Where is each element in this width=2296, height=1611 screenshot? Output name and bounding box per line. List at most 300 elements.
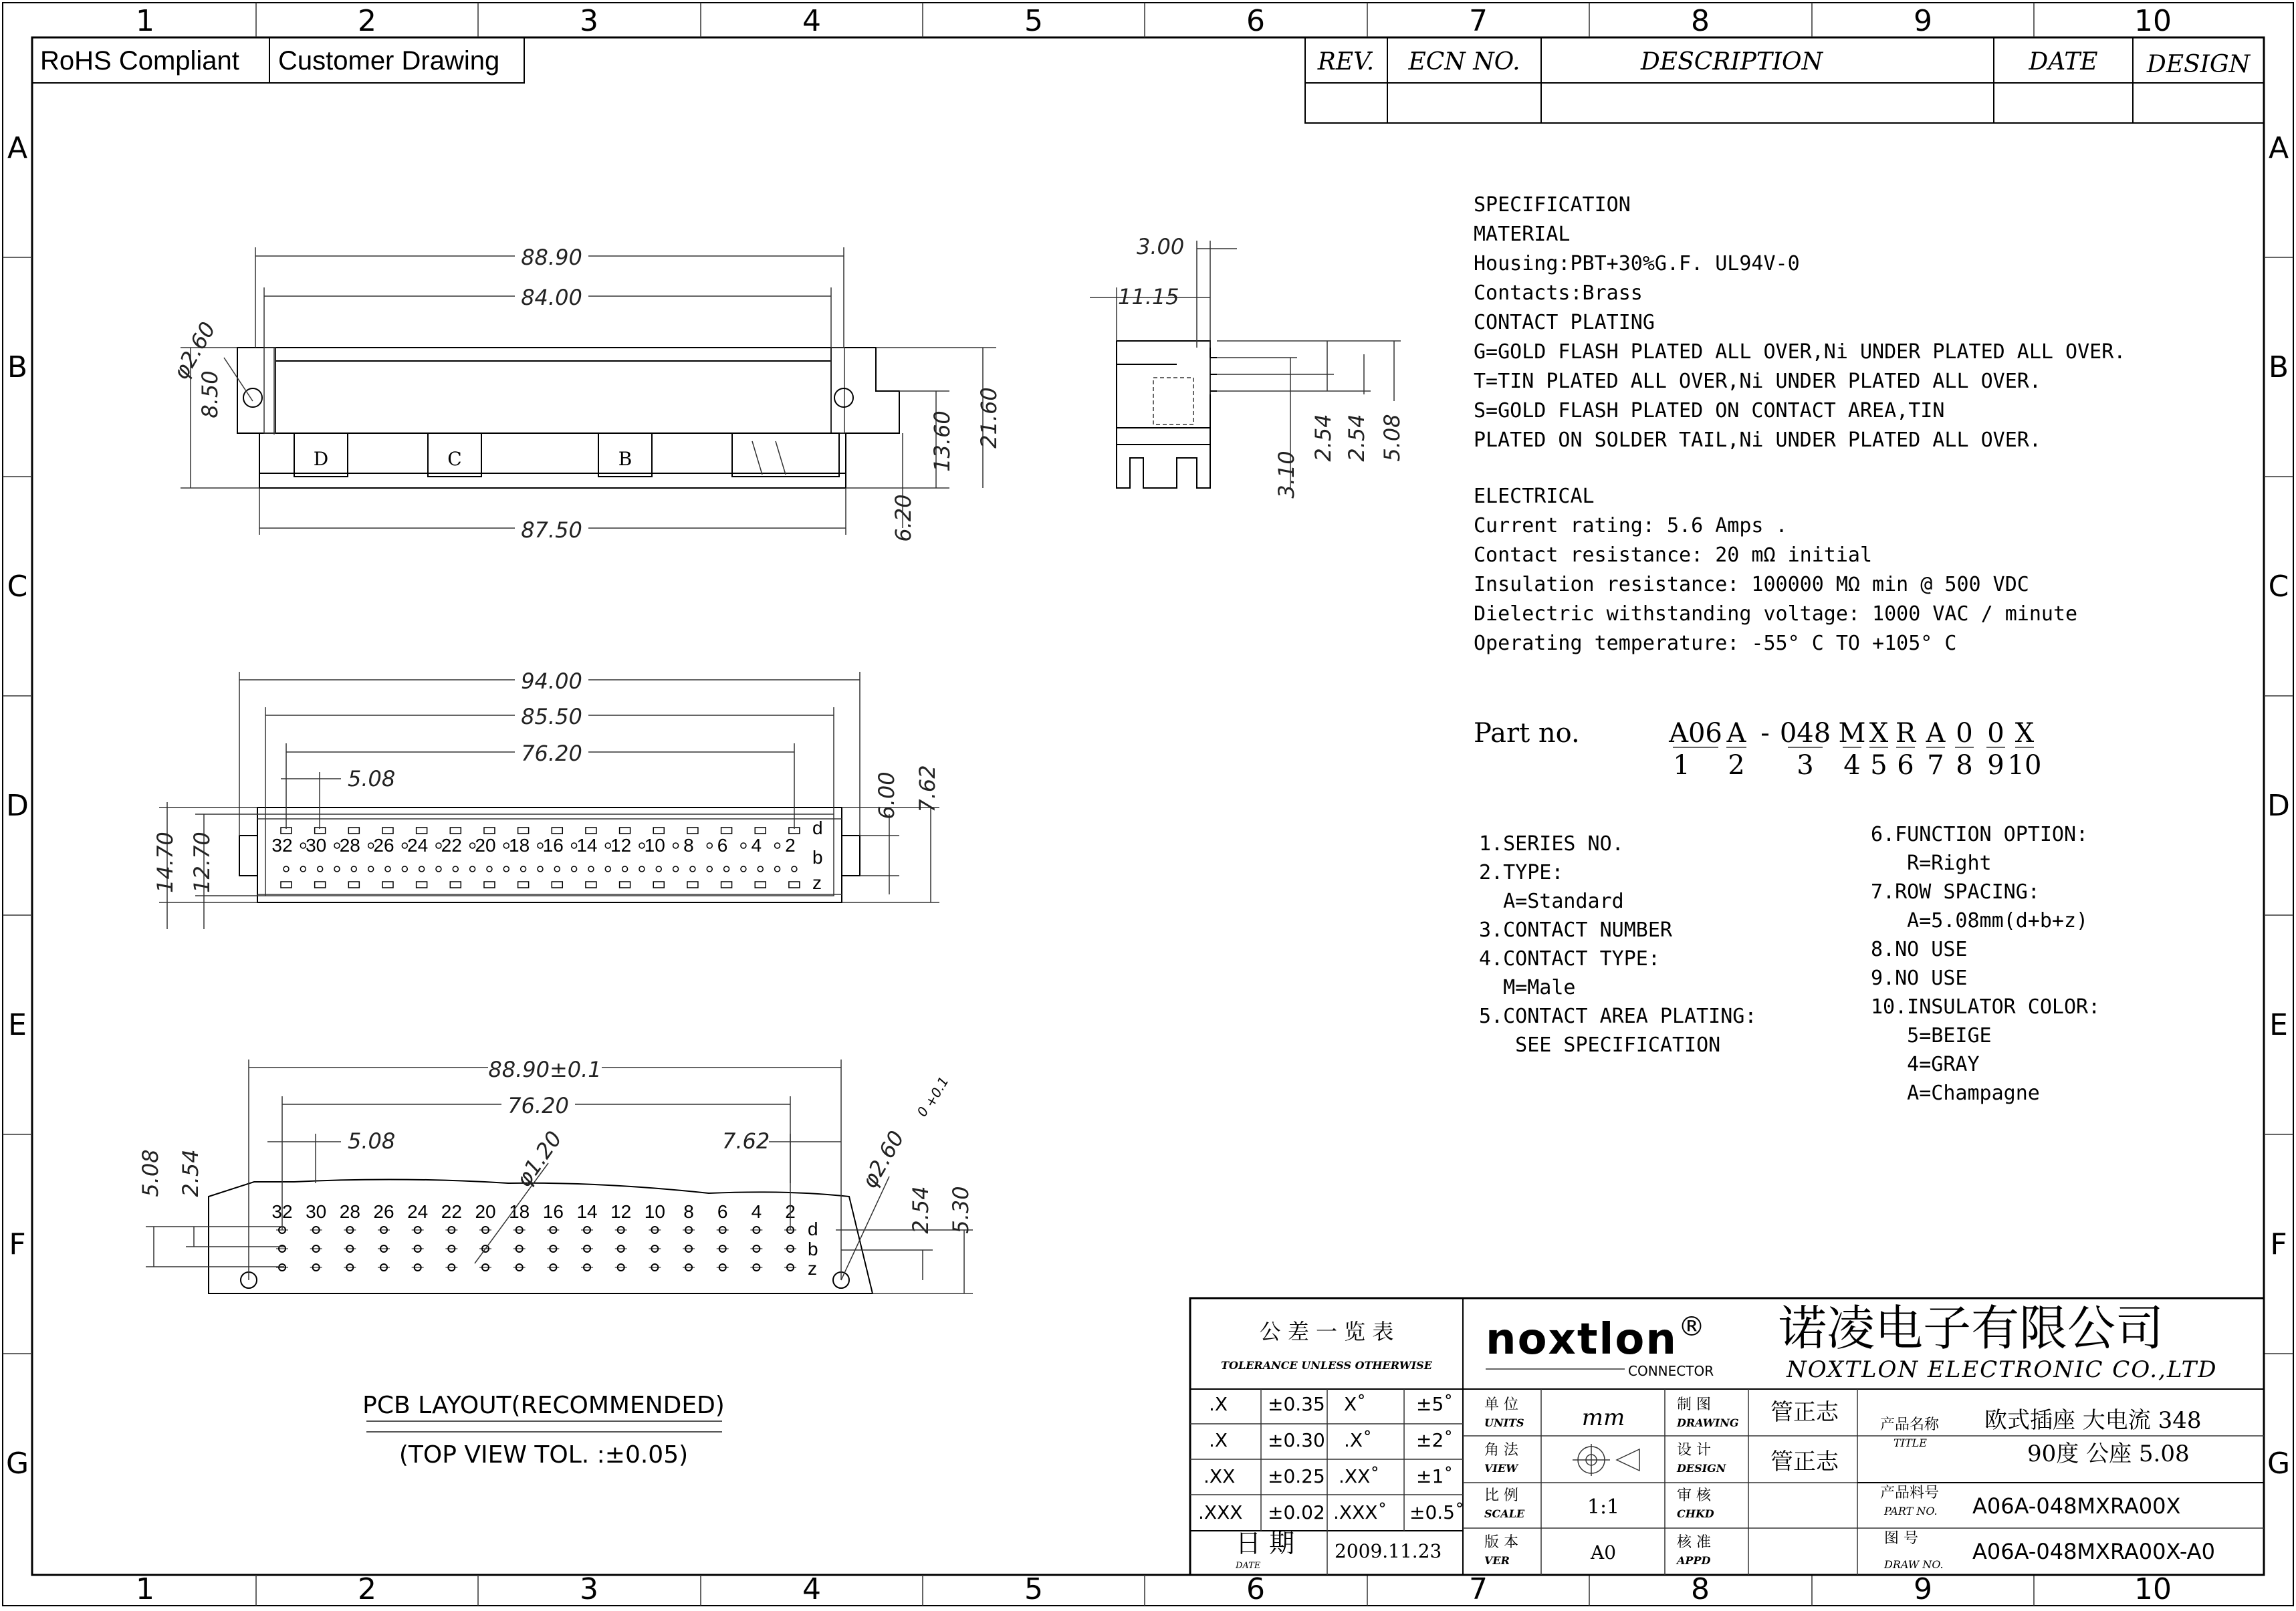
draw-no-value: A06A-048MXRA00X-A0 [1972, 1539, 2215, 1564]
pin-mid-dot [351, 866, 356, 872]
cavity-label-d: D [313, 448, 329, 470]
rev-col-header: REV. [1317, 48, 1375, 76]
grid-row-label: G [2267, 1447, 2291, 1481]
grid-col-label: 3 [580, 4, 598, 38]
drawn-by: 管正志 [1770, 1399, 1839, 1426]
pin-mid-dot [758, 866, 763, 872]
date-label-en: DATE [1236, 1561, 1261, 1571]
dim-side-254b: 2.54 [1344, 414, 1369, 462]
spec-line: PLATED ON SOLDER TAIL,Ni UNDER PLATED ALL OVER. [1474, 428, 2041, 452]
pcb-pin-number: 30 [306, 1201, 327, 1222]
chkd-label-cn: 审 核 [1677, 1487, 1711, 1504]
pin-mid-dot [741, 866, 746, 872]
part-no-value: A06A-048MXRA00X [1972, 1493, 2181, 1519]
top-pin-number: 20 [475, 835, 496, 856]
dim-top-8550: 85.50 [521, 704, 582, 729]
dim-front-62: 6.20 [891, 494, 916, 542]
designed-by: 管正志 [1770, 1449, 1839, 1475]
pin-d-pad [484, 828, 495, 834]
pcb-pin-number: 2 [785, 1201, 796, 1222]
part-seg: M [1838, 718, 1866, 749]
dim-front-inner: 84.00 [521, 285, 582, 310]
scale-label-en: SCALE [1484, 1507, 1525, 1520]
grid-row-label: C [7, 570, 28, 604]
pin-z-pad [382, 882, 393, 888]
pin-mid-dot [538, 866, 543, 872]
partno-label-cn: 产品料号 [1880, 1485, 1940, 1501]
top-pin-number: 8 [683, 835, 694, 856]
pin-mid-dot [470, 866, 475, 872]
option-line: 2.TYPE: [1479, 861, 1564, 884]
grid-col-label: 4 [802, 1572, 821, 1606]
option-line: A=Champagne [1871, 1082, 2040, 1105]
pcb-tolerance-note: (TOP VIEW TOL. :±0.05) [398, 1441, 689, 1469]
tol-angle: .XX˚ [1339, 1465, 1380, 1487]
registered-mark: ® [1678, 1312, 1705, 1342]
option-line: 8.NO USE [1871, 938, 1968, 961]
version-value: A0 [1590, 1541, 1617, 1564]
pcb-pin-number: 16 [542, 1201, 564, 1222]
option-line: 7.ROW SPACING: [1871, 880, 2040, 904]
dim-top-508: 5.08 [348, 766, 396, 791]
option-line: M=Male [1479, 976, 1576, 999]
appd-label-cn: 核 准 [1677, 1534, 1711, 1551]
dim-pcb-7620: 76.20 [507, 1093, 569, 1118]
side-view [1090, 234, 1405, 499]
part-seg: A [1726, 718, 1746, 749]
grid-row-label: C [2268, 570, 2289, 604]
drawno-label-cn: 图 号 [1884, 1530, 1918, 1547]
drawing-type-label: Customer Drawing [278, 46, 500, 76]
part-seg: 0 [1987, 718, 2004, 749]
pcb-layout-view [138, 1054, 973, 1469]
dim-top-600: 6.00 [874, 771, 899, 820]
part-index: 7 [1927, 750, 1944, 781]
part-index: 1 [1673, 750, 1690, 781]
pcb-pin-numbers [271, 1201, 795, 1222]
pin-mid-dot [521, 866, 526, 872]
options-left [1479, 832, 1756, 1057]
tol-place: .XXX [1198, 1501, 1243, 1523]
pin-d-pad [518, 828, 529, 834]
pin-mid-dot [792, 866, 797, 872]
pin-mid-dot [368, 866, 374, 872]
pcb-pin-number: 24 [407, 1201, 429, 1222]
rohs-header [32, 37, 524, 83]
pcb-pin-number: 20 [475, 1201, 496, 1222]
pcb-pin-number: 6 [717, 1201, 728, 1222]
spec-line: S=GOLD FLASH PLATED ON CONTACT AREA,TIN [1474, 399, 1945, 422]
top-pin-number: 12 [610, 835, 632, 856]
scale-value: 1:1 [1587, 1495, 1620, 1519]
electrical-line: Insulation resistance: 100000 MΩ min @ 500 VDC [1474, 573, 2029, 596]
tol-angle-value: ±5˚ [1416, 1393, 1454, 1415]
grid-col-label: 5 [1024, 1572, 1043, 1606]
part-index: 2 [1728, 750, 1745, 781]
electrical-line: Contact resistance: 20 mΩ initial [1474, 543, 1873, 567]
dim-pcb-508: 5.08 [348, 1128, 396, 1154]
tol-value: ±0.35 [1268, 1393, 1325, 1415]
part-index: 8 [1956, 750, 1973, 781]
pin-z-pad [315, 882, 326, 888]
pin-mid-dot [690, 866, 695, 872]
pcb-pin-number: 32 [271, 1201, 293, 1222]
pcb-row-label-d: d [808, 1219, 818, 1239]
tolerance-title-cn: 公 差 一 览 表 [1259, 1319, 1394, 1344]
grid-col-label: 4 [802, 4, 821, 38]
top-view-pin-numbers [271, 835, 795, 856]
partno-label-en: PART NO. [1884, 1505, 1938, 1517]
grid-row-label: D [6, 789, 29, 823]
grid-row-label: A [7, 131, 28, 165]
pin-mid-dot [385, 866, 390, 872]
pin-mid-dot [572, 866, 577, 872]
tol-place: .X [1209, 1429, 1228, 1451]
pin-z-pad [450, 882, 461, 888]
grid-col-label: 10 [2134, 1572, 2172, 1606]
pcb-pin-grid [276, 1227, 796, 1271]
grid-row-label: B [7, 350, 28, 384]
option-line: 1.SERIES NO. [1479, 832, 1624, 856]
dim-top-1470: 14.70 [152, 832, 178, 893]
dim-front-136: 13.60 [929, 410, 955, 472]
design-label-cn: 设 计 [1677, 1442, 1711, 1459]
dim-front-height-left: 8.50 [197, 370, 223, 418]
pin-z-pad [687, 882, 698, 888]
pin-d-pad [382, 828, 393, 834]
ecn-col-header: ECN NO. [1408, 48, 1520, 76]
chkd-label-en: CHKD [1677, 1507, 1714, 1520]
pin-b-dot [673, 843, 679, 848]
spec-line: T=TIN PLATED ALL OVER,Ni UNDER PLATED ALL OVER. [1474, 370, 2041, 393]
part-seg: A06 [1669, 718, 1722, 749]
grid-col-label: 8 [1691, 1572, 1710, 1606]
dim-pcb-hole-120: φ1.20 [510, 1126, 568, 1192]
grid-col-label: 1 [136, 1572, 154, 1606]
spec-line: Contacts:Brass [1474, 281, 1643, 305]
pin-mid-dot [419, 866, 425, 872]
spec-line: CONTACT PLATING [1474, 311, 1655, 334]
electrical-line: Operating temperature: -55° C TO +105° C [1474, 632, 1957, 655]
dim-top-7620: 76.20 [521, 741, 582, 766]
pin-mid-dot [453, 866, 458, 872]
grid-row-label: B [2268, 350, 2289, 384]
product-title-line2: 90度 公座 5.08 [2027, 1441, 2190, 1467]
part-seg: 048 [1779, 718, 1831, 749]
pcb-pin-number: 12 [610, 1201, 632, 1222]
part-seg: 0 [1956, 718, 1973, 749]
dim-pcb-530: 5.30 [948, 1186, 973, 1234]
top-view [152, 666, 940, 929]
option-line: SEE SPECIFICATION [1479, 1033, 1721, 1057]
top-pin-number: 4 [751, 835, 762, 856]
top-pin-number: 6 [717, 835, 728, 856]
pin-z-pad [484, 882, 495, 888]
drawno-label-en: DRAW NO. [1884, 1558, 1944, 1571]
title-label-en: TITLE [1893, 1437, 1927, 1449]
pin-z-pad [653, 882, 664, 888]
front-view [168, 242, 1002, 543]
pin-mid-dot [334, 866, 340, 872]
pin-mid-dot [487, 866, 492, 872]
pin-z-pad [586, 882, 596, 888]
grid-col-label: 9 [1914, 1572, 1932, 1606]
pin-d-pad [552, 828, 562, 834]
units-label-en: UNITS [1484, 1416, 1524, 1429]
part-dash: - [1760, 718, 1770, 749]
tol-value: ±0.02 [1268, 1501, 1325, 1523]
grid-col-label: 5 [1024, 4, 1043, 38]
pin-d-pad [721, 828, 732, 834]
grid-row-label: A [2268, 131, 2289, 165]
dim-front-216: 21.60 [976, 387, 1002, 449]
option-line: 3.CONTACT NUMBER [1479, 918, 1672, 942]
tol-angle-value: ±1˚ [1416, 1465, 1454, 1487]
dim-front-hole: φ2.60 [167, 318, 221, 384]
grid-row-label: D [2267, 789, 2290, 823]
units-value: mm [1581, 1404, 1625, 1431]
dim-side-300: 3.00 [1137, 234, 1185, 259]
grid-col-label: 3 [580, 1572, 598, 1606]
pin-z-pad [620, 882, 630, 888]
tol-angle: .XXX˚ [1333, 1501, 1387, 1523]
option-line: 5.CONTACT AREA PLATING: [1479, 1005, 1757, 1028]
dim-pcb-hole-260: φ2.60 [856, 1126, 910, 1193]
pin-z-pad [755, 882, 766, 888]
option-line: 10.INSULATOR COLOR: [1871, 995, 2101, 1019]
cavity-label-b: B [618, 448, 633, 470]
electrical-line: Dielectric withstanding voltage: 1000 VAC / minute [1474, 602, 2078, 626]
pin-z-pad [721, 882, 732, 888]
electrical-line: Current rating: 5.6 Amps . [1474, 514, 1788, 537]
pcb-pin-number: 4 [751, 1201, 762, 1222]
pcb-row-label-z: z [808, 1258, 817, 1279]
dim-front-base: 87.50 [521, 517, 582, 543]
company-logo: noxtlon [1486, 1315, 1678, 1364]
dim-front-width: 88.90 [521, 245, 582, 270]
part-seg: A [1926, 718, 1946, 749]
pin-mid-dot [605, 866, 610, 872]
top-pin-number: 24 [407, 835, 429, 856]
grid-row-label: F [2270, 1227, 2287, 1261]
pcb-pin-number: 28 [339, 1201, 360, 1222]
dim-pcb-762: 7.62 [722, 1128, 770, 1154]
grid-col-label: 2 [358, 4, 376, 38]
row-label-z: z [812, 872, 822, 893]
top-pin-number: 18 [509, 835, 530, 856]
pcb-layout-caption: PCB LAYOUT(RECOMMENDED) [362, 1392, 725, 1419]
pin-d-pad [755, 828, 766, 834]
pin-mid-dot [554, 866, 560, 872]
pin-mid-dot [707, 866, 712, 872]
part-index: 3 [1797, 750, 1814, 781]
grid-col-label: 6 [1246, 4, 1265, 38]
part-index: 6 [1897, 750, 1914, 781]
pin-mid-dot [775, 866, 780, 872]
pin-z-pad [348, 882, 359, 888]
dim-top-9400: 94.00 [521, 668, 582, 694]
pin-z-pad [281, 882, 292, 888]
ver-label-cn: 版 本 [1484, 1534, 1518, 1551]
description-col-header: DESCRIPTION [1640, 48, 1823, 76]
cavity-label-c: C [447, 448, 462, 470]
grid-row-label: E [2269, 1008, 2288, 1042]
tol-place: .X [1209, 1393, 1228, 1415]
logo-subtitle: CONNECTOR [1628, 1363, 1714, 1379]
drawing-date: 2009.11.23 [1335, 1540, 1442, 1562]
top-pin-number: 2 [785, 835, 796, 856]
grid-col-label: 2 [358, 1572, 376, 1606]
row-label-d: d [812, 818, 823, 838]
date-label-cn: 日 期 [1236, 1529, 1295, 1558]
pin-d-pad [586, 828, 596, 834]
tol-place: .XX [1203, 1465, 1236, 1487]
appd-label-en: APPD [1677, 1554, 1711, 1567]
grid-col-label: 1 [136, 4, 154, 38]
dim-side-254a: 2.54 [1310, 414, 1336, 462]
options-right [1871, 823, 2100, 1105]
option-line: A=Standard [1479, 890, 1624, 913]
date-col-header: DATE [2029, 48, 2098, 76]
pin-mid-dot [622, 866, 628, 872]
pin-b-dot [707, 843, 712, 848]
revision-table [1305, 37, 2264, 123]
option-line: 5=BEIGE [1871, 1024, 1992, 1047]
pin-mid-dot [318, 866, 323, 872]
tol-angle-value: ±2˚ [1416, 1429, 1454, 1451]
product-title-line1: 欧式插座 大电流 348 [1984, 1407, 2202, 1434]
part-index: 9 [1987, 750, 2004, 781]
title-label-cn: 产品名称 [1880, 1416, 1940, 1433]
pin-z-pad [789, 882, 800, 888]
tol-value: ±0.30 [1268, 1429, 1325, 1451]
units-label-cn: 单 位 [1484, 1396, 1518, 1413]
pin-mid-dot [639, 866, 645, 872]
dim-pcb-254-right: 2.54 [908, 1186, 933, 1234]
dim-side-310: 3.10 [1274, 451, 1299, 499]
pin-z-pad [518, 882, 529, 888]
view-label-en: VIEW [1484, 1462, 1518, 1475]
pin-d-pad [687, 828, 698, 834]
dim-pcb-hole-tol-lower: 0 [913, 1104, 932, 1120]
top-pin-number: 14 [576, 835, 598, 856]
option-line: A=5.08mm(d+b+z) [1871, 909, 2089, 933]
part-seg: X [1869, 718, 1889, 749]
part-index: 5 [1870, 750, 1887, 781]
dim-pcb-8890: 88.90±0.1 [488, 1057, 602, 1082]
pin-mid-dot [300, 866, 306, 872]
option-line: 6.FUNCTION OPTION: [1871, 823, 2089, 846]
scale-label-cn: 比 例 [1484, 1487, 1518, 1504]
grid-row-label: E [8, 1008, 27, 1042]
pin-mid-dot [436, 866, 441, 872]
dim-pcb-508-vert: 5.08 [138, 1149, 163, 1197]
row-label-b: b [812, 847, 823, 868]
dim-pcb-254-vert: 2.54 [178, 1149, 203, 1197]
option-line: 4.CONTACT TYPE: [1479, 947, 1660, 971]
design-label-en: DESIGN [1677, 1462, 1726, 1475]
part-index: 10 [2007, 750, 2042, 781]
spec-line: Housing:PBT+30%G.F. UL94V-0 [1474, 252, 1800, 275]
pin-d-pad [450, 828, 461, 834]
pin-b-dot [741, 843, 746, 848]
part-seg: X [2015, 718, 2035, 749]
projection-symbol-icon [1573, 1444, 1639, 1476]
top-pin-number: 16 [542, 835, 564, 856]
part-index: 4 [1843, 750, 1861, 781]
grid-col-label: 9 [1914, 4, 1932, 38]
pin-d-pad [417, 828, 427, 834]
pcb-pin-number: 26 [373, 1201, 394, 1222]
grid-row-label: F [9, 1227, 26, 1261]
pin-mid-dot [673, 866, 679, 872]
grid-col-label: 10 [2134, 4, 2172, 38]
option-line: 4=GRAY [1871, 1053, 1980, 1076]
option-line: R=Right [1871, 852, 1992, 875]
pcb-pin-number: 10 [644, 1201, 665, 1222]
part-no-label: Part no. [1474, 718, 1580, 749]
drawing-label-en: DRAWING [1677, 1416, 1739, 1429]
spec-line: G=GOLD FLASH PLATED ALL OVER,Ni UNDER PLATED ALL OVER. [1474, 340, 2126, 364]
drawing-label-cn: 制 图 [1677, 1396, 1711, 1413]
pcb-row-label-b: b [808, 1239, 818, 1259]
tol-angle-value: ±0.5˚ [1409, 1501, 1464, 1523]
pcb-pin-number: 14 [576, 1201, 598, 1222]
dim-side-1115: 11.15 [1118, 284, 1179, 309]
pin-d-pad [653, 828, 664, 834]
part-seg: R [1895, 718, 1916, 749]
grid-col-label: 7 [1469, 1572, 1488, 1606]
specification-block [1474, 193, 2126, 655]
ver-label-en: VER [1484, 1554, 1510, 1567]
dim-top-1270: 12.70 [189, 832, 215, 893]
dim-top-762: 7.62 [915, 765, 940, 813]
pin-z-pad [417, 882, 427, 888]
pcb-pin-number: 18 [509, 1201, 530, 1222]
design-col-header: DESIGN [2146, 51, 2251, 78]
title-block [1190, 1298, 2264, 1575]
top-pin-number: 30 [306, 835, 327, 856]
pin-z-pad [552, 882, 562, 888]
tol-angle: X˚ [1344, 1393, 1367, 1415]
grid-col-label: 8 [1691, 4, 1710, 38]
tol-value: ±0.25 [1268, 1465, 1325, 1487]
top-pin-number: 10 [644, 835, 665, 856]
pin-mid-dot [724, 866, 729, 872]
spec-line: MATERIAL [1474, 223, 1571, 246]
dim-pcb-hole-tol-upper: +0.1 [921, 1074, 952, 1110]
rohs-label: RoHS Compliant [40, 46, 239, 76]
pin-mid-dot [503, 866, 509, 872]
spec-line: SPECIFICATION [1474, 193, 1631, 217]
tolerance-title-en: TOLERANCE UNLESS OTHERWISE [1221, 1359, 1432, 1372]
company-name-en: NOXTLON ELECTRONIC CO.,LTD [1787, 1356, 2218, 1383]
pin-d-pad [348, 828, 359, 834]
top-pin-number: 32 [271, 835, 293, 856]
top-pin-number: 22 [441, 835, 462, 856]
pcb-pin-number: 22 [441, 1201, 462, 1222]
pin-d-pad [620, 828, 630, 834]
electrical-line: ELECTRICAL [1474, 485, 1595, 508]
view-label-cn: 角 法 [1484, 1442, 1518, 1459]
top-pin-number: 26 [373, 835, 394, 856]
pin-mid-dot [283, 866, 289, 872]
company-name-cn: 诺凌电子有限公司 [1778, 1300, 2164, 1356]
pin-b-dot [775, 843, 780, 848]
pin-mid-dot [402, 866, 407, 872]
pcb-pin-number: 8 [683, 1201, 694, 1222]
grid-col-label: 6 [1246, 1572, 1265, 1606]
